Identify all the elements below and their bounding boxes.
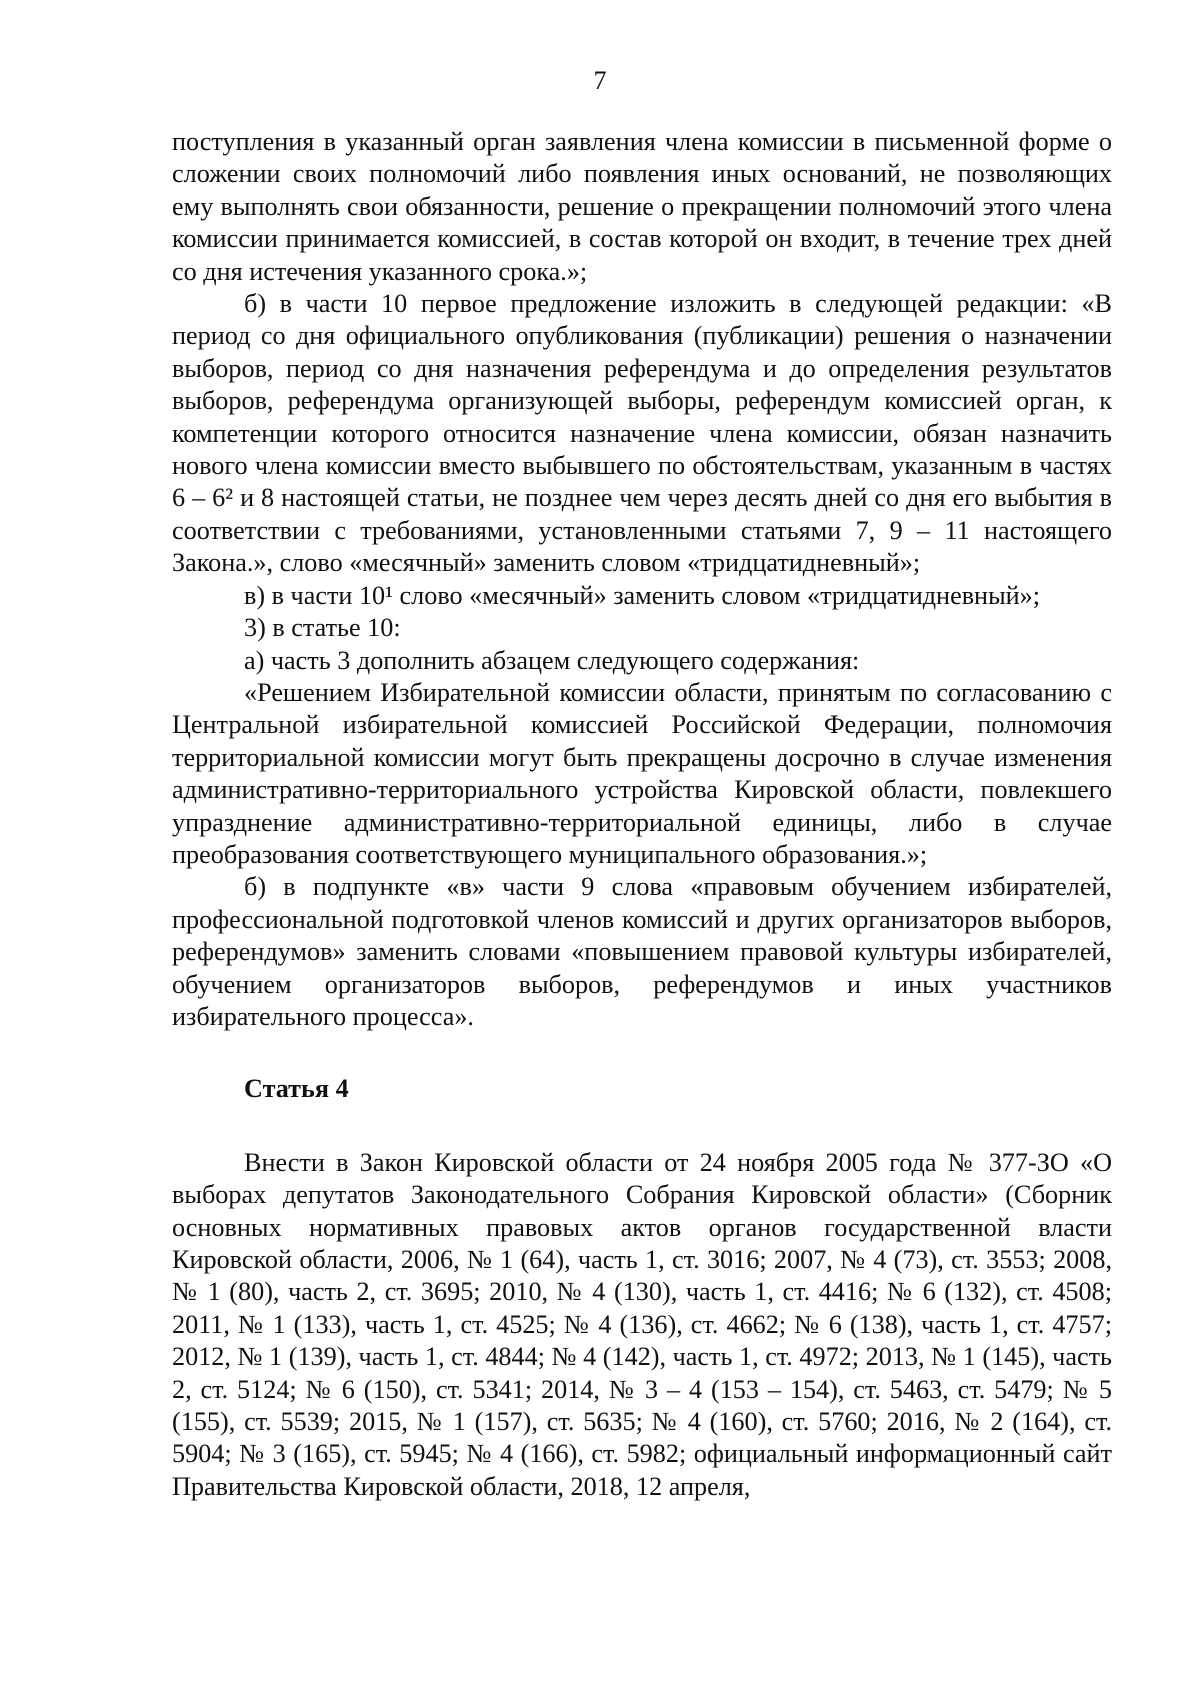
article-paragraph: Внести в Закон Кировской области от 24 ноября 2005 года № 377-ЗО «О выборах депутатов Законодательного Собрания Кировской области» (Сборник основных нормативных правовых актов органов государственной власти Кировской области, 2006, № 1 (64), часть 1, ст. 3016; 2007, № 4 (73), ст. 3553; 2008, № 1 (80), часть 2, ст. 3695; 2010, № 4 (130), часть 1, ст. 4416; № 6 (132), ст. 4508; 2011, № 1 (133), часть 1, ст. 4525; № 4 (136), ст. 4662; № 6 (138), часть 1, ст. 4757; 2012, № 1 (139), часть 1, ст. 4844; № 4 (142), часть 1, ст. 4972; 2013, № 1 (145), часть 2, ст. 5124; № 6 (150), ст. 5341; 2014, № 3 – 4 (153 – 154), ст. 5463, ст. 5479; № 5 (155), ст. 5539; 2015, № 1 (157), ст. 5635; № 4 (160), ст. 5760; 2016, № 2 (164), ст. 5904; № 3 (165), ст. 5945; № 4 (166), ст. 5982; официальный информационный сайт Правительства Кировской области, 2018, 12 апреля, xyxy=(172,1147,1112,1501)
paragraph-item-3: 3) в статье 10: xyxy=(244,613,401,643)
paragraph-item-b-subclause: б) в подпункте «в» части 9 слова «правовым обучением избирателей, профессиональной подготовкой членов комиссий и других организаторов выборов, референдумов» заменить словами «повышением правовой культуры избирателей, обучением организаторов выборов, референдумов и иных участников избирательного процесса». xyxy=(172,872,1112,1031)
paragraph-item-a: а) часть 3 дополнить абзацем следующего содержания: xyxy=(244,645,860,675)
article-heading: Статья 4 xyxy=(244,1074,349,1104)
page-number: 7 xyxy=(593,66,607,95)
paragraph-item-b: б) в части 10 первое предложение изложить в следующей редакции: «В период со дня официального опубликования (публикации) решения о назначении выборов, период со дня назначения референдума и до определения результатов выборов, референдума организующей выборы, референдум комиссией орган, к компетенции которого относится назначение члена комиссии, обязан назначить нового члена комиссии вместо выбывшего по обстоятельствам, указанным в частях 6 – 6² и 8 настоящей статьи, не позднее чем через десять дней со дня его выбытия в соответствии с требованиями, установленными статьями 7, 9 – 11 настоящего Закона.», слово «месячный» заменить словом «тридцатидневный»; xyxy=(172,289,1112,578)
paragraph-continuation: поступления в указанный орган заявления члена комиссии в письменной форме о сложении своих полномочий либо появления иных оснований, не позволяющих ему выполнять свои обязанности, решение о прекращении полномочий этого члена комиссии принимается комиссией, в состав которой он входит, в течение трех дней со дня истечения указанного срока.»; xyxy=(172,127,1112,286)
paragraph-item-v: в) в части 10¹ слово «месячный» заменить словом «тридцатидневный»; xyxy=(244,580,1041,610)
document-body xyxy=(172,126,1112,1503)
paragraph-quote-decision: «Решением Избирательной комиссии области, принятым по согласованию с Центральной избирательной комиссией Российской Федерации, полномочия территориальной комиссии могут быть прекращены досрочно в случае изменения административно-территориального устройства Кировской области, повлекшего упразднение административно-территориальной единицы, либо в случае преобразования соответствующего муниципального образования.»; xyxy=(172,677,1112,869)
